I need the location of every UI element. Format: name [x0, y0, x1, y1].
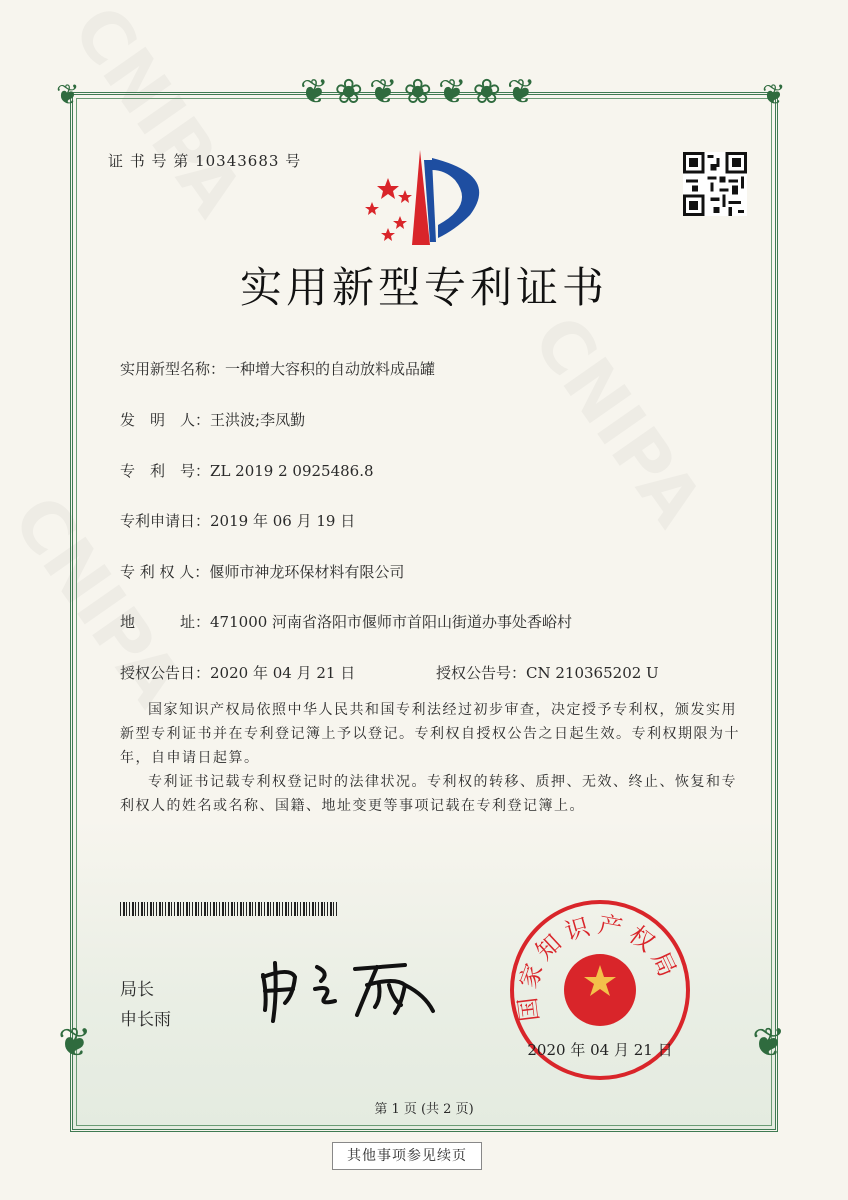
- paragraph: 国家知识产权局依照中华人民共和国专利法经过初步审查，决定授予专利权，颁发实用新型专利证书并在专利登记簿上予以登记。专利权自授权公告之日起生效。专利权期限为十年，自申请日起算。: [120, 702, 740, 766]
- signature: [255, 955, 440, 1025]
- svg-text:国家知识产权局: 国家知识产权局: [512, 910, 685, 1024]
- barcode: [120, 902, 338, 916]
- corner-ornament-icon: ❦: [762, 78, 786, 111]
- field-patentee: 专 利 权 人：偃师市神龙环保材料有限公司: [120, 563, 405, 581]
- page-number: 第 1 页 (共 2 页): [374, 1102, 474, 1117]
- paragraph: 专利证书记载专利权登记时的法律状况。专利权的转移、质押、无效、终止、恢复和专利权人的姓名或名称、国籍、地址变更等事项记载在专利登记簿上。: [120, 774, 737, 814]
- field-utility-model-name: 实用新型名称：一种增大容积的自动放料成品罐: [120, 360, 436, 378]
- seal-date: 2020 年 04 月 21 日: [527, 1041, 673, 1059]
- national-emblem-icon: [564, 954, 636, 1026]
- corner-ornament-icon: ❦: [58, 1020, 92, 1066]
- cnipa-logo-icon: [360, 150, 490, 250]
- certificate-title: 实用新型专利证书: [239, 263, 608, 312]
- signatory-title: 局长: [120, 980, 154, 1000]
- field-grant-date: 授权公告日：2020 年 04 月 21 日: [120, 664, 356, 682]
- field-patent-number: 专 利 号：ZL 2019 2 0925486.8: [120, 462, 374, 480]
- field-application-date: 专利申请日：2019 年 06 月 19 日: [120, 512, 356, 530]
- signatory-name: 申长雨: [120, 1010, 171, 1030]
- certificate-body: [120, 698, 748, 818]
- continuation-note: 其他事项参见续页: [332, 1142, 482, 1170]
- field-inventors: 发 明 人：王洪波;李凤勤: [120, 411, 306, 429]
- qr-code: [683, 152, 747, 216]
- corner-ornament-icon: ❦: [752, 1020, 786, 1066]
- corner-ornament-icon: ❦: [56, 78, 80, 111]
- top-ornament-icon: ❦❀❦❀❦❀❦: [300, 72, 542, 112]
- field-address: 地 址：471000 河南省洛阳市偃师市首阳山街道办事处香峪村: [120, 613, 573, 631]
- official-seal: [505, 895, 695, 1085]
- field-announcement-number: 授权公告号：CN 210365202 U: [436, 664, 659, 682]
- certificate-number: 证 书 号 第 10343683 号: [108, 152, 302, 170]
